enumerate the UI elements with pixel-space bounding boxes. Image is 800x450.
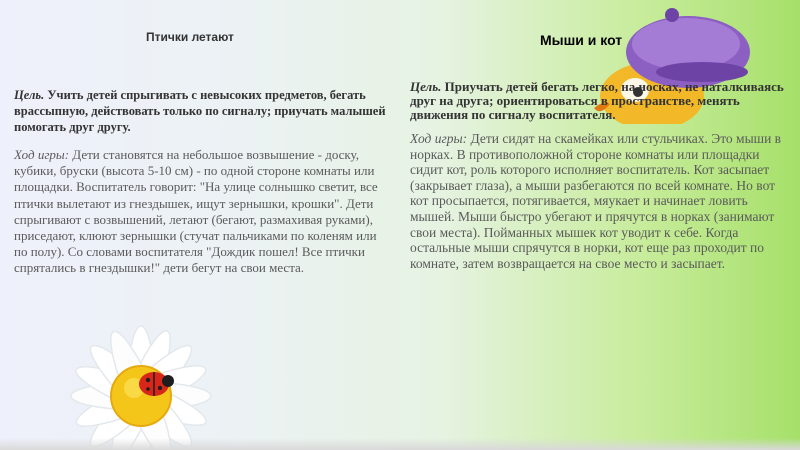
left-goal-text: Учить детей спрыгивать с невысоких предметов, бегать врассыпную, действовать только по сигналу; приучать малышей помогать друг другу. (14, 88, 386, 134)
right-title: Мыши и кот (540, 32, 623, 48)
left-goal (14, 87, 386, 135)
left-game-label: Ход игры: (14, 147, 70, 162)
right-goal (410, 80, 785, 122)
left-goal-label: Цель. (14, 88, 45, 102)
left-column (14, 30, 386, 277)
left-game-text: Дети становятся на небольшое возвышение - доску, кубики, бруски (высота 5-10 см) - по одной стороне комнаты или площадки. Воспитатель говорит: "На улице солнышко светит, все птички вылетают из гнездышек, ищут зернышки, крошки". Дети спрыгивают с возвышений, летают (бегают, размахивая руками), приседают, клюют зернышки (стучат пальчиками по коленям или по полу). Со словами воспитателя "Дождик пошел! Все птички спрятались в гнездышки!" дети бегут на свои места. (14, 147, 378, 276)
right-column (410, 30, 785, 271)
right-game-label: Ход игры: (410, 131, 468, 146)
right-goal-text: Приучать детей бегать легко, на носках, не наталкиваясь друг на друга; ориентироваться в пространстве, менять движения по сигналу воспитателя. (410, 79, 784, 122)
left-game-description (14, 147, 386, 277)
right-game-description (410, 131, 785, 271)
right-goal-label: Цель. (410, 79, 442, 94)
daisy-with-ladybug-icon (36, 300, 246, 450)
right-game-text: Дети сидят на скамейках или стульчиках. Это мыши в норках. В противоположной стороне комнаты или площадки сидит кот, роль которого исполняет воспитатель. Кот засыпает (закрывает глаза), а мыши разбегаются по всей комнате. Но вот кот просыпается, потягивается, мяукает и начинает ловить мышей. Мыши быстро убегают и прячутся в норках (занимают свои места). Пойманных мышек кот уводит к себе. Когда остальные мыши спрячутся в норки, кот еще раз проходит по комнате, затем возвращается на свое место и засыпает. (410, 131, 782, 271)
left-title: Птички летают (146, 30, 234, 44)
